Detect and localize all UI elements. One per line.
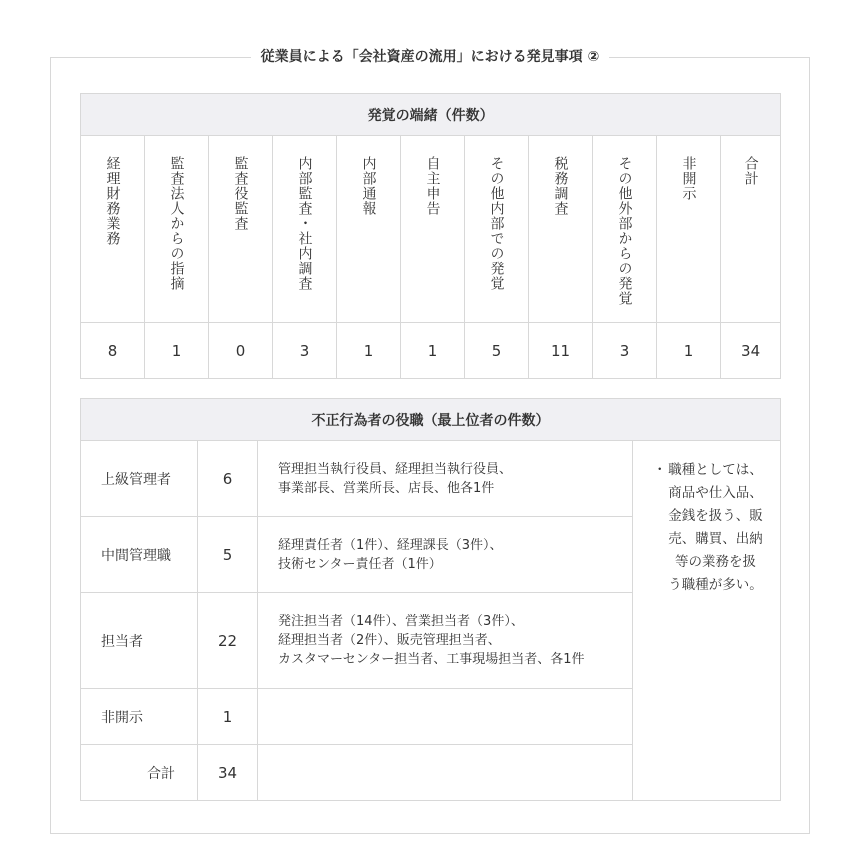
discovery-count: 5 [465, 323, 529, 379]
role-count: 1 [198, 689, 258, 745]
discovery-col-label: 経理財務業務 [81, 136, 145, 323]
role-detail: 経理責任者（1件）、経理課長（3件）、 技術センター責任者（1件） [258, 517, 633, 593]
discovery-count: 8 [81, 323, 145, 379]
discovery-count: 34 [721, 323, 781, 379]
role-label: 中間管理職 [81, 517, 198, 593]
discovery-col-label: 税務調査 [529, 136, 593, 323]
role-label: 上級管理者 [81, 441, 198, 517]
discovery-col-label: 監査法人からの指摘 [145, 136, 209, 323]
note-text: 職種としては、 商品や仕入品、 金銭を扱う、販 売、購買、出納 等の業務を扱 う職種が多い。 [668, 462, 763, 593]
discovery-count: 0 [209, 323, 273, 379]
discovery-count: 1 [145, 323, 209, 379]
note-bullet: ・ [653, 462, 667, 478]
role-detail [258, 689, 633, 745]
total-label: 合計 [81, 745, 198, 801]
role-count: 22 [198, 593, 258, 689]
discovery-col-label: その他内部での発覚 [465, 136, 529, 323]
role-label: 非開示 [81, 689, 198, 745]
role-detail: 発注担当者（14件）、営業担当者（3件）、 経理担当者（2件）、販売管理担当者、 カスタマーセンター担当者、工事現場担当者、各1件 [258, 593, 633, 689]
role-count: 6 [198, 441, 258, 517]
discovery-col-label: 合計 [721, 136, 781, 323]
role-count: 5 [198, 517, 258, 593]
discovery-col-label: 内部監査・社内調査 [273, 136, 337, 323]
discovery-count: 1 [401, 323, 465, 379]
figure-title: 従業員による「会社資産の流用」における発見事項 ② [0, 46, 860, 66]
discovery-table [80, 93, 781, 379]
discovery-col-label: 監査役監査 [209, 136, 273, 323]
discovery-col-label: 自主申告 [401, 136, 465, 323]
discovery-header: 発覚の端緒（件数） [81, 94, 781, 136]
role-detail: 管理担当執行役員、経理担当執行役員、 事業部長、営業所長、店長、他各1件 [258, 441, 633, 517]
discovery-label-row [81, 136, 781, 323]
total-count: 34 [198, 745, 258, 801]
positions-table [80, 398, 781, 801]
discovery-count: 3 [273, 323, 337, 379]
discovery-count: 11 [529, 323, 593, 379]
discovery-count: 3 [593, 323, 657, 379]
discovery-col-label: 内部通報 [337, 136, 401, 323]
discovery-count: 1 [657, 323, 721, 379]
discovery-col-label: 非開示 [657, 136, 721, 323]
role-label: 担当者 [81, 593, 198, 689]
discovery-count: 1 [337, 323, 401, 379]
discovery-col-label: その他外部からの発覚 [593, 136, 657, 323]
table-row [81, 441, 781, 517]
role-detail [258, 745, 633, 801]
discovery-count-row [81, 323, 781, 379]
positions-header: 不正行為者の役職（最上位者の件数） [81, 399, 781, 441]
note-cell [633, 441, 781, 801]
